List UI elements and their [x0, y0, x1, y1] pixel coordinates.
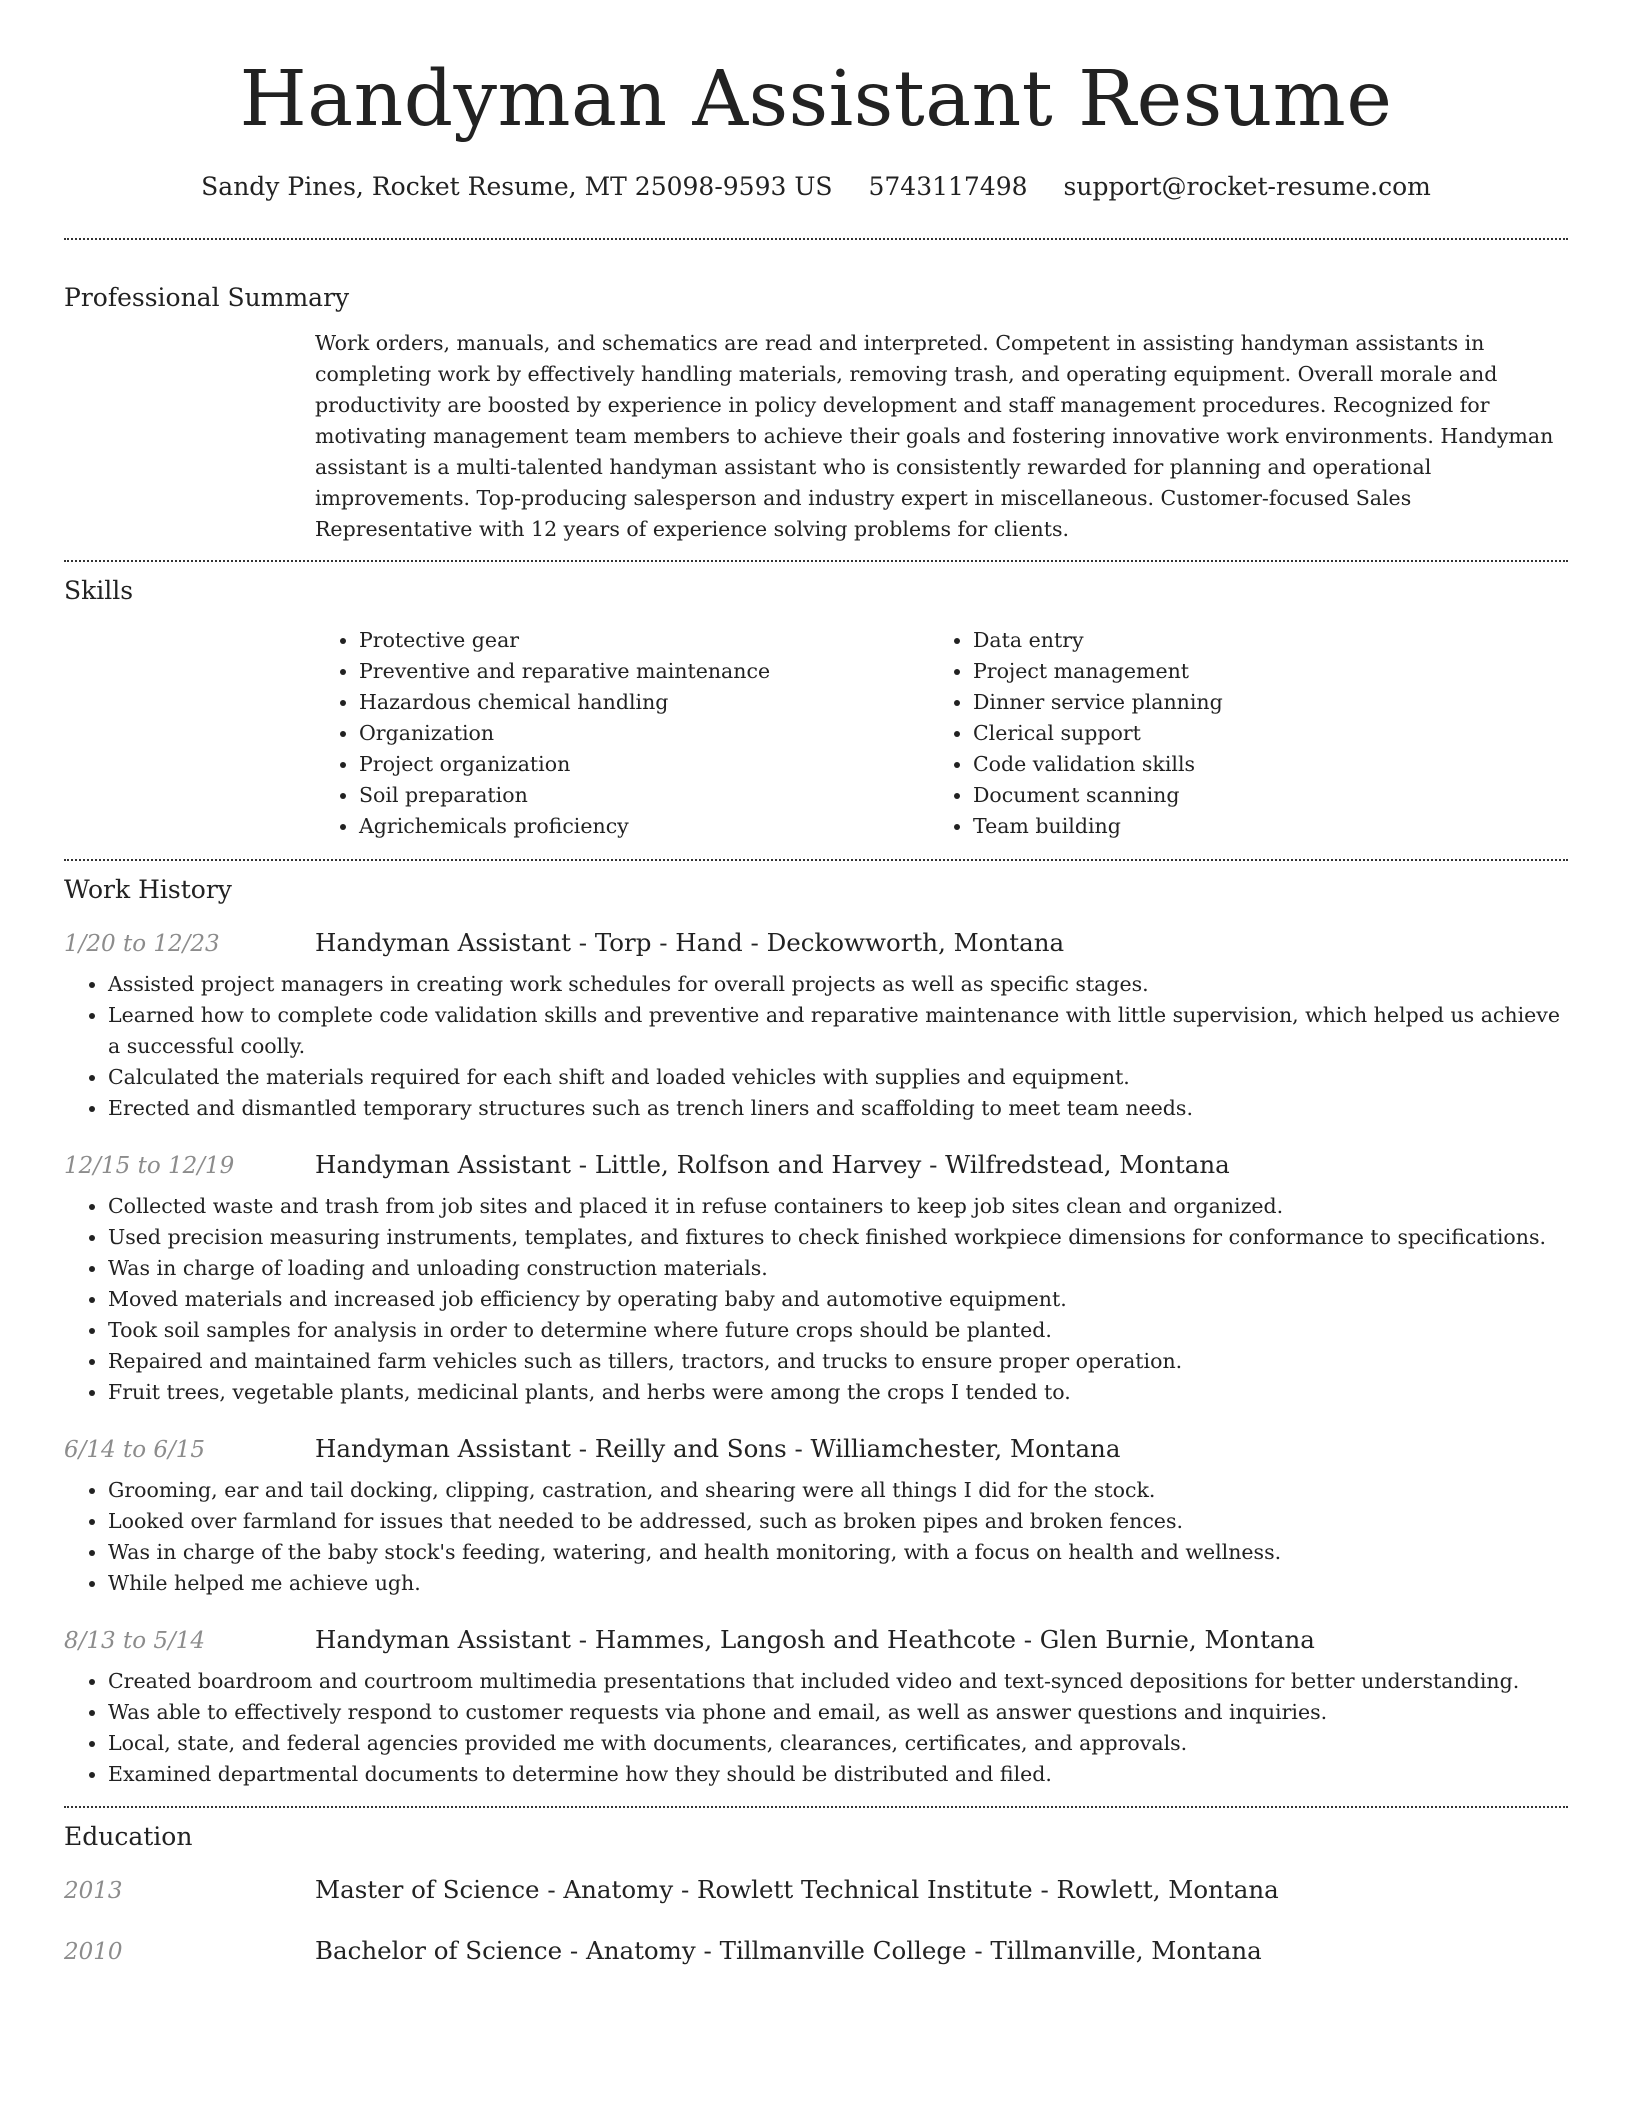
contact-phone: 5743117498	[868, 172, 1028, 201]
job-bullet: • Local, state, and federal agencies provided me with documents, clearances, certificates, and approvals.	[108, 1728, 1568, 1759]
job-bullets	[64, 1475, 1568, 1599]
job-date: 6/14 to 6/15	[64, 1437, 206, 1463]
skills-heading: Skills	[64, 576, 134, 605]
summary-heading: Professional Summary	[64, 283, 350, 312]
job-entry	[64, 1434, 1568, 1599]
job-bullet: • While helped me achieve ugh.	[108, 1568, 1568, 1599]
skill-item: • Project organization	[359, 749, 929, 780]
job-title: Handyman Assistant - Little, Rolfson and Harvey - Wilfredstead, Montana	[315, 1150, 1230, 1179]
section-divider	[64, 859, 1568, 861]
job-date: 1/20 to 12/23	[64, 931, 220, 957]
job-bullet: • Assisted project managers in creating work schedules for overall projects as well as specific stages.	[108, 969, 1568, 1000]
work-history-heading: Work History	[64, 875, 232, 904]
job-entry	[64, 928, 1568, 1124]
job-bullet: • Was able to effectively respond to customer requests via phone and email, as well as answer questions and inquiries.	[108, 1697, 1568, 1728]
section-divider	[64, 1806, 1568, 1808]
skill-item: • Team building	[973, 811, 1533, 842]
section-divider	[64, 560, 1568, 562]
job-date: 8/13 to 5/14	[64, 1628, 206, 1654]
job-title: Handyman Assistant - Hammes, Langosh and Heathcote - Glen Burnie, Montana	[315, 1625, 1315, 1654]
job-bullet: • Took soil samples for analysis in order to determine where future crops should be planted.	[108, 1315, 1568, 1346]
contact-address: Sandy Pines, Rocket Resume, MT 25098-9593 US	[201, 172, 833, 201]
job-bullets	[64, 969, 1568, 1124]
education-date: 2010	[64, 1939, 123, 1965]
job-bullet: • Calculated the materials required for each shift and loaded vehicles with supplies and equipment.	[108, 1062, 1568, 1093]
job-bullet: • Was in charge of loading and unloading construction materials.	[108, 1253, 1568, 1284]
job-bullet: • Examined departmental documents to determine how they should be distributed and filed.	[108, 1759, 1568, 1790]
job-header	[64, 1434, 1568, 1463]
skill-item: • Clerical support	[973, 718, 1533, 749]
skill-item: • Project management	[973, 656, 1533, 687]
skill-item: • Dinner service planning	[973, 687, 1533, 718]
job-bullet: • Fruit trees, vegetable plants, medicinal plants, and herbs were among the crops I tended to.	[108, 1377, 1568, 1408]
job-header	[64, 1150, 1568, 1179]
job-entry	[64, 1625, 1568, 1790]
skills-column-left	[315, 625, 929, 842]
resume-page	[64, 0, 1568, 1965]
skill-item: • Preventive and reparative maintenance	[359, 656, 929, 687]
job-bullet: • Moved materials and increased job efficiency by operating baby and automotive equipment.	[108, 1284, 1568, 1315]
summary-text: Work orders, manuals, and schematics are read and interpreted. Competent in assisting handyman assistants in completing work by effectively handling materials, removing trash, and operating equipment. Overall morale and productivity are boosted by experience in policy development and staff management procedures. Recognized for motivating management team members to achieve their goals and fostering innovative work environments. Handyman assistant is a multi-talented handyman assistant who is consistently rewarded for planning and operational improvements. Top-producing salesperson and industry expert in miscellaneous. Customer-focused Sales Representative with 12 years of experience solving problems for clients.	[315, 331, 1554, 541]
skill-item: • Organization	[359, 718, 929, 749]
job-bullet: • Used precision measuring instruments, templates, and fixtures to check finished workpiece dimensions for conformance to specifications.	[108, 1222, 1568, 1253]
job-bullet: • Learned how to complete code validation skills and preventive and reparative maintenance with little supervision, which helped us achieve a successful coolly.	[108, 1000, 1568, 1062]
job-title: Handyman Assistant - Reilly and Sons - Williamchester, Montana	[315, 1434, 1121, 1463]
job-date: 12/15 to 12/19	[64, 1153, 235, 1179]
job-bullet: • Collected waste and trash from job sites and placed it in refuse containers to keep job sites clean and organized.	[108, 1191, 1568, 1222]
job-bullets	[64, 1191, 1568, 1408]
skill-item: • Hazardous chemical handling	[359, 687, 929, 718]
education-date: 2013	[64, 1878, 123, 1904]
education-section	[64, 1819, 1568, 1965]
skill-item: • Agrichemicals proficiency	[359, 811, 929, 842]
job-bullet: • Repaired and maintained farm vehicles such as tillers, tractors, and trucks to ensure proper operation.	[108, 1346, 1568, 1377]
skill-item: • Document scanning	[973, 780, 1533, 811]
summary-section	[64, 280, 1568, 545]
work-history-section	[64, 872, 1568, 1790]
job-bullet: • Created boardroom and courtroom multimedia presentations that included video and text-synced depositions for better understanding.	[108, 1666, 1568, 1697]
education-title: Bachelor of Science - Anatomy - Tillmanville College - Tillmanville, Montana	[315, 1936, 1262, 1965]
job-entry	[64, 1150, 1568, 1408]
job-bullets	[64, 1666, 1568, 1790]
job-title: Handyman Assistant - Torp - Hand - Deckowworth, Montana	[315, 928, 1065, 957]
skills-list	[315, 625, 1568, 842]
contact-info	[64, 170, 1568, 204]
skill-item: • Code validation skills	[973, 749, 1533, 780]
education-heading: Education	[64, 1822, 193, 1851]
skills-section	[64, 573, 1568, 842]
education-entry	[64, 1936, 1568, 1965]
job-header	[64, 1625, 1568, 1654]
job-bullet: • Looked over farmland for issues that needed to be addressed, such as broken pipes and broken fences.	[108, 1506, 1568, 1537]
contact-email: support@rocket-resume.com	[1063, 172, 1431, 201]
skill-item: • Protective gear	[359, 625, 929, 656]
education-entry	[64, 1875, 1568, 1904]
skill-item: • Soil preparation	[359, 780, 929, 811]
resume-title: Handyman Assistant Resume	[239, 55, 1393, 144]
section-divider	[64, 238, 1568, 240]
job-header	[64, 928, 1568, 957]
job-bullet: • Grooming, ear and tail docking, clipping, castration, and shearing were all things I did for the stock.	[108, 1475, 1568, 1506]
job-bullet: • Was in charge of the baby stock's feeding, watering, and health monitoring, with a focus on health and wellness.	[108, 1537, 1568, 1568]
skill-item: • Data entry	[973, 625, 1533, 656]
job-bullet: • Erected and dismantled temporary structures such as trench liners and scaffolding to meet team needs.	[108, 1093, 1568, 1124]
skills-column-right	[929, 625, 1533, 842]
education-title: Master of Science - Anatomy - Rowlett Technical Institute - Rowlett, Montana	[315, 1875, 1279, 1904]
